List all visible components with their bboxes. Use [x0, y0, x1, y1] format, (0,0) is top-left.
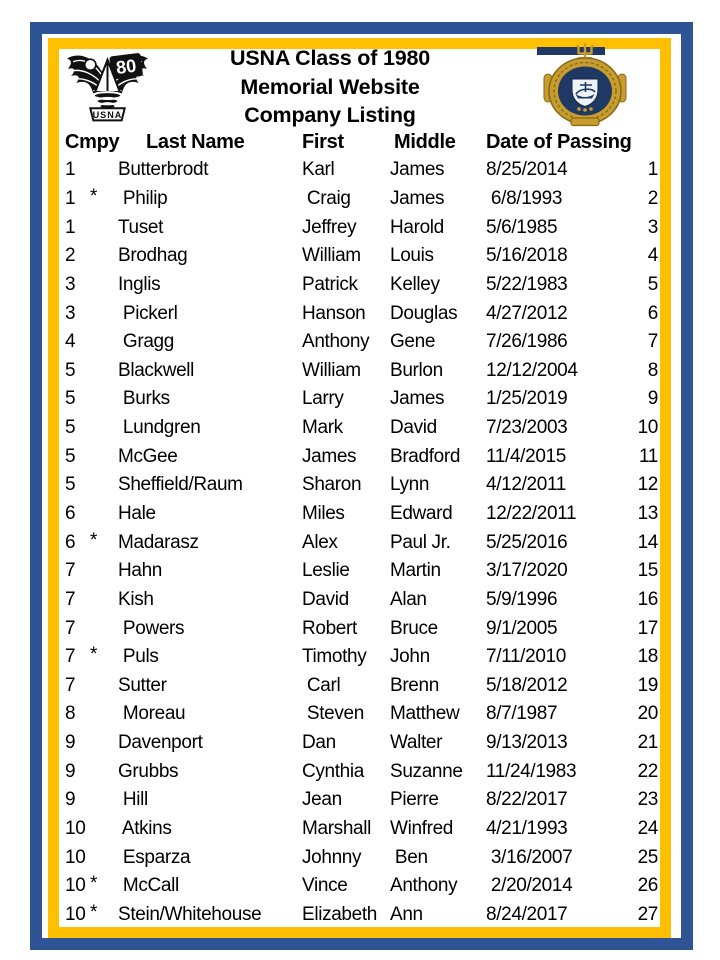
- table-row: [59, 700, 660, 729]
- table-row: [59, 729, 660, 758]
- cell-middle-name: Matthew: [390, 703, 460, 725]
- cell-last-name: Sheffield/Raum: [118, 474, 243, 496]
- cell-middle-name: James: [390, 388, 445, 410]
- table-row: [59, 242, 660, 271]
- cell-middle-name: Kelley: [390, 273, 440, 295]
- cell-first-name: Timothy: [302, 646, 367, 668]
- cell-first-name: Hanson: [302, 302, 366, 324]
- cell-last-name: Powers: [118, 617, 185, 639]
- cell-company: 9: [65, 732, 76, 754]
- cell-company: 5: [65, 388, 76, 410]
- cell-company: 2: [65, 245, 76, 267]
- cell-last-name: Kish: [118, 588, 154, 610]
- cell-company: 7: [65, 588, 76, 610]
- cell-last-name: Inglis: [118, 273, 161, 295]
- cell-date-of-passing: 9/13/2013: [486, 732, 568, 754]
- cell-company: 10: [65, 846, 86, 868]
- cell-company: 6: [65, 531, 76, 553]
- cell-middle-name: John: [390, 646, 430, 668]
- cell-date-of-passing: 5/22/1983: [486, 273, 568, 295]
- table-row: [59, 414, 660, 443]
- cell-date-of-passing: 3/17/2020: [486, 560, 568, 582]
- cell-middle-name: Walter: [390, 732, 443, 754]
- cell-row-number: 14: [637, 531, 658, 553]
- table-row: [59, 843, 660, 872]
- cell-middle-name: Anthony: [390, 875, 458, 897]
- table-row: [59, 672, 660, 701]
- cell-date-of-passing: 11/4/2015: [486, 445, 566, 467]
- cell-middle-name: Edward: [390, 503, 453, 524]
- table-row: [59, 643, 660, 672]
- cell-company: 1: [65, 216, 76, 238]
- cell-row-number: 23: [637, 789, 658, 811]
- cell-row-number: 26: [637, 875, 658, 897]
- table-row: [59, 500, 660, 529]
- cell-row-number: 4: [647, 245, 658, 267]
- cell-company: 5: [65, 417, 76, 439]
- table-row: [59, 557, 660, 586]
- cell-middle-name: Louis: [390, 245, 434, 267]
- cell-row-number: 22: [637, 760, 658, 782]
- cell-row-number: 2: [647, 187, 658, 209]
- cell-middle-name: Bradford: [390, 445, 461, 467]
- cell-middle-name: Martin: [390, 560, 441, 582]
- table-row: [59, 185, 660, 214]
- table-header-row: [59, 128, 660, 156]
- cell-row-number: 25: [637, 846, 658, 868]
- cell-first-name: James: [302, 445, 357, 467]
- cell-first-name: Johnny: [302, 846, 362, 868]
- cell-star: *: [90, 529, 98, 551]
- cell-date-of-passing: 6/8/1993: [486, 187, 563, 209]
- header-last-name: Last Name: [146, 130, 245, 153]
- cell-last-name: Madarasz: [118, 531, 199, 553]
- cell-date-of-passing: 7/11/2010: [486, 646, 566, 668]
- cell-first-name: Craig: [302, 187, 351, 209]
- cell-date-of-passing: 7/26/1986: [486, 331, 568, 353]
- cell-company: 6: [65, 503, 76, 524]
- cell-last-name: Hahn: [118, 560, 163, 582]
- cell-last-name: Lundgren: [118, 417, 201, 439]
- cell-row-number: 16: [637, 588, 658, 610]
- cell-last-name: Puls: [118, 646, 159, 668]
- cell-middle-name: Alan: [390, 588, 427, 610]
- cell-last-name: Blackwell: [118, 359, 195, 381]
- cell-middle-name: Harold: [390, 216, 444, 238]
- table-row: [59, 901, 660, 930]
- table-row: [59, 271, 660, 300]
- cell-last-name: Butterbrodt: [118, 159, 209, 181]
- cell-row-number: 1: [647, 159, 658, 181]
- table-row: [59, 815, 660, 844]
- page-subtitle-2: Company Listing: [244, 103, 416, 127]
- header-first-name: First: [302, 130, 344, 153]
- cell-date-of-passing: 5/25/2016: [486, 531, 568, 553]
- cell-last-name: Atkins: [118, 818, 172, 840]
- cell-first-name: Alex: [302, 531, 338, 553]
- cell-date-of-passing: 8/25/2014: [486, 159, 568, 181]
- cell-last-name: Grubbs: [118, 760, 179, 782]
- cell-date-of-passing: 11/24/1983: [486, 760, 577, 782]
- svg-text:USNA: USNA: [92, 109, 123, 120]
- cell-date-of-passing: 4/27/2012: [486, 302, 568, 324]
- header-middle-name: Middle: [394, 130, 456, 153]
- cell-star: *: [90, 901, 98, 923]
- cell-last-name: Moreau: [118, 703, 186, 725]
- page-title: USNA Class of 1980: [230, 46, 430, 70]
- cell-date-of-passing: 12/12/2004: [486, 359, 578, 381]
- cell-company: 5: [65, 474, 76, 496]
- cell-company: 7: [65, 674, 76, 696]
- cell-first-name: Dan: [302, 732, 336, 754]
- cell-row-number: 27: [637, 903, 658, 925]
- cell-first-name: Elizabeth: [302, 903, 378, 925]
- table-row: [59, 614, 660, 643]
- cell-last-name: Tuset: [118, 216, 164, 238]
- svg-text:80: 80: [114, 55, 138, 78]
- cell-first-name: Jean: [302, 789, 342, 811]
- cell-date-of-passing: 8/24/2017: [486, 903, 568, 925]
- page-subtitle: Memorial Website: [240, 74, 420, 99]
- cell-company: 3: [65, 273, 76, 295]
- header-company: Cmpy: [65, 130, 120, 153]
- cell-row-number: 21: [637, 732, 658, 754]
- cell-first-name: Vince: [302, 875, 348, 897]
- cell-date-of-passing: 8/22/2017: [486, 789, 568, 811]
- table-row: [59, 356, 660, 385]
- cell-first-name: Robert: [302, 617, 357, 639]
- cell-date-of-passing: 4/12/2011: [486, 474, 566, 496]
- cell-row-number: 13: [637, 503, 658, 524]
- cell-middle-name: Douglas: [390, 302, 458, 324]
- table-row: [59, 786, 660, 815]
- cell-date-of-passing: 2/20/2014: [486, 875, 573, 897]
- table-rows: [59, 156, 660, 929]
- cell-company: 7: [65, 617, 76, 639]
- cell-star: *: [90, 185, 98, 207]
- cell-row-number: 6: [647, 302, 658, 324]
- table-row: [59, 299, 660, 328]
- cell-middle-name: Burlon: [390, 359, 443, 381]
- table-row: [59, 156, 660, 185]
- cell-last-name: Gragg: [118, 331, 174, 353]
- cell-company: 10: [65, 818, 86, 840]
- cell-first-name: Steven: [302, 703, 364, 725]
- cell-row-number: 15: [637, 560, 658, 582]
- table-row: [59, 328, 660, 357]
- cell-date-of-passing: 3/16/2007: [486, 846, 573, 868]
- cell-company: 5: [65, 445, 76, 467]
- cell-company: 9: [65, 760, 76, 782]
- cell-row-number: 8: [647, 359, 658, 381]
- cell-last-name: Davenport: [118, 732, 203, 754]
- cell-first-name: Marshall: [302, 818, 371, 840]
- cell-middle-name: Ann: [390, 903, 423, 925]
- cell-date-of-passing: 7/23/2003: [486, 417, 568, 439]
- naval-academy-seal-icon: [542, 42, 628, 128]
- cell-date-of-passing: 8/7/1987: [486, 703, 558, 725]
- cell-first-name: Miles: [302, 503, 345, 524]
- cell-row-number: 24: [637, 818, 658, 840]
- cell-middle-name: Bruce: [390, 617, 438, 639]
- cell-company: 8: [65, 703, 76, 725]
- cell-middle-name: Lynn: [390, 474, 430, 496]
- cell-first-name: Mark: [302, 417, 343, 439]
- cell-date-of-passing: 5/16/2018: [486, 245, 568, 267]
- cell-row-number: 20: [637, 703, 658, 725]
- cell-middle-name: Suzanne: [390, 760, 463, 782]
- cell-first-name: Carl: [302, 674, 341, 696]
- cell-middle-name: Winfred: [390, 818, 454, 840]
- table-row: [59, 586, 660, 615]
- cell-first-name: Leslie: [302, 560, 350, 582]
- cell-middle-name: Paul Jr.: [390, 531, 451, 553]
- cell-last-name: Esparza: [118, 846, 191, 868]
- cell-middle-name: James: [390, 187, 445, 209]
- table-row: [59, 872, 660, 901]
- cell-first-name: Patrick: [302, 273, 358, 295]
- cell-date-of-passing: 9/1/2005: [486, 617, 558, 639]
- cell-first-name: William: [302, 359, 361, 381]
- cell-middle-name: Pierre: [390, 789, 439, 811]
- cell-company: 7: [65, 646, 76, 668]
- cell-date-of-passing: 12/22/2011: [486, 503, 577, 524]
- cell-row-number: 3: [647, 216, 658, 238]
- cell-company: 4: [65, 331, 76, 353]
- cell-last-name: Hill: [118, 789, 148, 811]
- cell-date-of-passing: 5/6/1985: [486, 216, 558, 238]
- cell-first-name: Anthony: [302, 331, 370, 353]
- cell-last-name: Burks: [118, 388, 170, 410]
- cell-star: *: [90, 644, 98, 666]
- cell-last-name: Sutter: [118, 674, 167, 696]
- cell-row-number: 5: [647, 273, 658, 295]
- table-row: [59, 213, 660, 242]
- cell-date-of-passing: 5/18/2012: [486, 674, 568, 696]
- cell-company: 10: [65, 903, 86, 925]
- cell-last-name: Philip: [118, 187, 168, 209]
- cell-middle-name: James: [390, 159, 445, 181]
- cell-row-number: 11: [638, 445, 658, 467]
- cell-last-name: McGee: [118, 445, 178, 467]
- cell-date-of-passing: 5/9/1996: [486, 588, 558, 610]
- cell-first-name: Cynthia: [302, 760, 364, 782]
- header-date-of-passing: Date of Passing: [486, 130, 632, 153]
- cell-row-number: 7: [647, 331, 658, 353]
- cell-star: *: [90, 873, 98, 895]
- cell-row-number: 19: [637, 674, 658, 696]
- cell-row-number: 18: [637, 646, 658, 668]
- cell-row-number: 17: [637, 617, 658, 639]
- cell-company: 1: [65, 187, 76, 209]
- cell-date-of-passing: 1/25/2019: [486, 388, 568, 410]
- cell-company: 7: [65, 560, 76, 582]
- title-block: [140, 44, 520, 130]
- cell-row-number: 12: [637, 474, 658, 496]
- cell-company: 5: [65, 359, 76, 381]
- cell-row-number: 9: [647, 388, 658, 410]
- cell-last-name: Hale: [118, 503, 156, 524]
- table-row: [59, 385, 660, 414]
- cell-row-number: 10: [637, 417, 658, 439]
- cell-date-of-passing: 4/21/1993: [486, 818, 568, 840]
- cell-last-name: Brodhag: [118, 245, 188, 267]
- table-row: [59, 757, 660, 786]
- cell-first-name: Sharon: [302, 474, 362, 496]
- table-row: [59, 442, 660, 471]
- cell-first-name: William: [302, 245, 361, 267]
- cell-last-name: Pickerl: [118, 302, 178, 324]
- cell-middle-name: David: [390, 417, 437, 439]
- cell-company: 1: [65, 159, 76, 181]
- cell-last-name: McCall: [118, 875, 179, 897]
- cell-middle-name: Brenn: [390, 674, 439, 696]
- cell-company: 3: [65, 302, 76, 324]
- class-of-1980-crest-icon: [63, 49, 152, 125]
- cell-company: 10: [65, 875, 86, 897]
- cell-company: 9: [65, 789, 76, 811]
- cell-first-name: Larry: [302, 388, 344, 410]
- cell-first-name: Karl: [302, 159, 335, 181]
- cell-first-name: Jeffrey: [302, 216, 357, 238]
- cell-first-name: David: [302, 588, 349, 610]
- cell-last-name: Stein/Whitehouse: [118, 903, 262, 925]
- cell-middle-name: Ben: [390, 846, 428, 868]
- table-row: [59, 528, 660, 557]
- cell-middle-name: Gene: [390, 331, 436, 353]
- table-row: [59, 471, 660, 500]
